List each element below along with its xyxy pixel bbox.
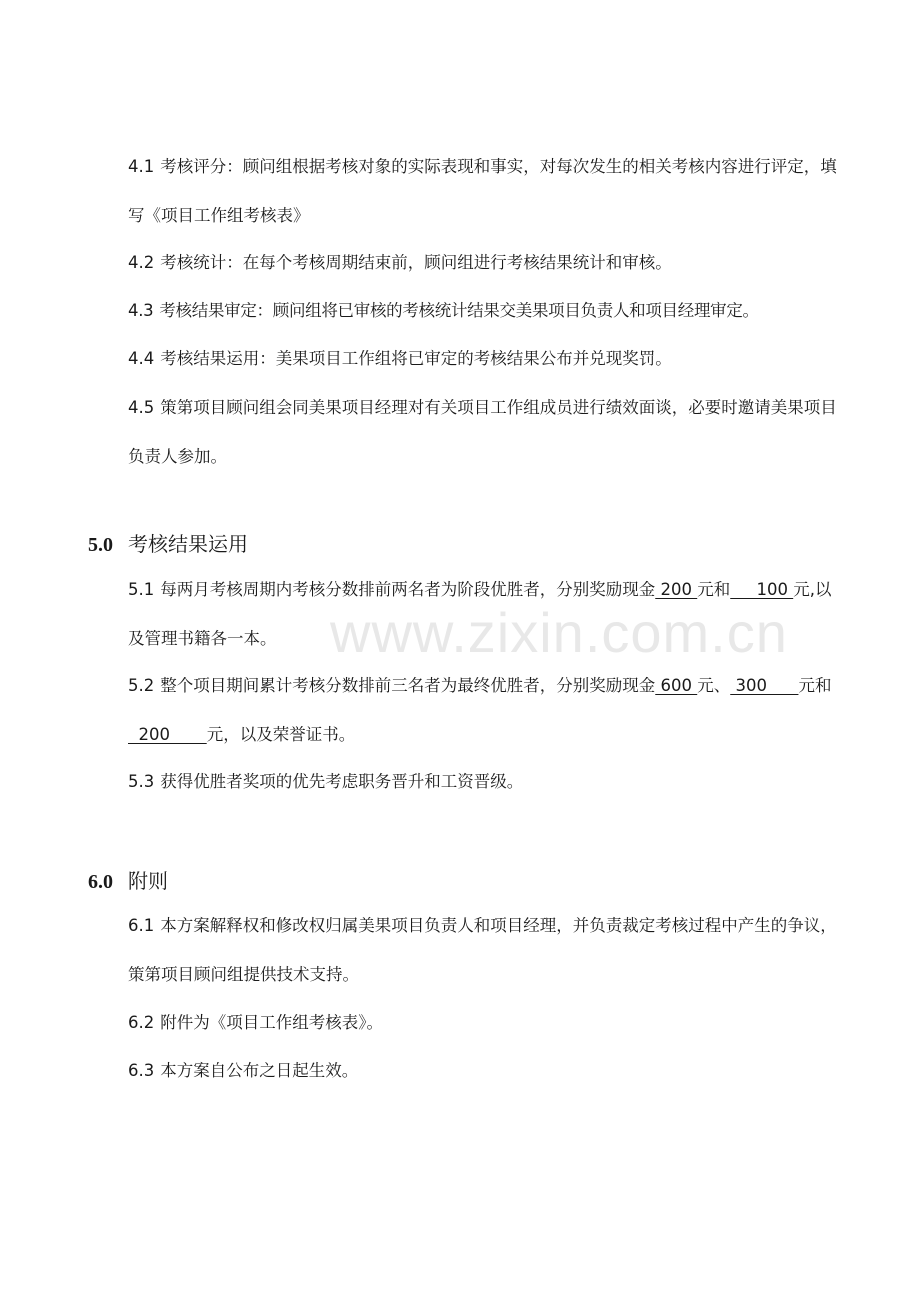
paragraph-5-2 [128,661,838,759]
section-heading-6 [88,866,168,897]
paragraph-text: 考核评分：顾问组根据考核对象的实际表现和事实，对每次发生的相关考核内容进行评定，填写《项目工作组考核表》 [128,157,837,225]
amount-blank: 300 [730,676,799,695]
paragraph-text: 获得优胜者奖项的优先考虑职务晋升和工资晋级。 [160,772,524,791]
paragraph-text: 考核结果运用：美果项目工作组将已审定的考核结果公布并兑现奖罚。 [160,349,672,368]
paragraph-text: 考核统计：在每个考核周期结束前，顾问组进行考核结果统计和审核。 [160,253,672,272]
amount-blank: 200 [128,725,207,744]
paragraph-4-4 [128,334,838,383]
paragraph-number: 5.3 [128,772,155,791]
paragraph-text: 元和 [798,676,832,695]
paragraph-5-1 [128,565,838,663]
paragraph-4-2 [128,238,838,287]
paragraph-number: 6.1 [128,916,155,935]
paragraph-6-2 [128,998,838,1047]
paragraph-4-5 [128,383,838,481]
paragraph-number: 6.2 [128,1013,155,1032]
paragraph-6-1 [128,901,838,999]
watermark: www.zixin.com.cn [330,601,788,664]
paragraph-text: 考核结果审定：顾问组将已审核的考核统计结果交美果项目负责人和项目经理审定。 [159,301,759,320]
amount-blank: 600 [655,676,698,695]
paragraph-text: 每两月考核周期内考核分数排前两名者为阶段优胜者，分别奖励现金 [160,580,656,599]
section-title: 附则 [128,869,168,893]
paragraph-number: 4.3 [128,301,154,320]
paragraph-text: 元和 [697,580,731,599]
paragraph-text: 整个项目期间累计考核分数排前三名者为最终优胜者，分别奖励现金 [160,676,656,695]
paragraph-4-1 [128,142,838,240]
section-title: 考核结果运用 [128,532,248,556]
paragraph-number: 4.4 [128,349,155,368]
section-heading-5 [88,529,248,560]
paragraph-text: 元，以及荣誉证书。 [206,725,356,744]
paragraph-number: 5.1 [128,580,155,599]
paragraph-text: 附件为《项目工作组考核表》。 [160,1013,383,1032]
paragraph-text: 本方案自公布之日起生效。 [160,1061,359,1080]
paragraph-4-3 [128,286,848,335]
amount-blank: 200 [655,580,698,599]
paragraph-number: 4.1 [128,157,155,176]
paragraph-number: 4.5 [128,398,155,417]
paragraph-number: 4.2 [128,253,155,272]
paragraph-text: 元,以及管理书籍各一本。 [128,580,832,648]
paragraph-6-3 [128,1046,838,1095]
paragraph-text: 本方案解释权和修改权归属美果项目负责人和项目经理，并负责裁定考核过程中产生的争议，策第项目顾问组提供技术支持。 [128,916,837,984]
paragraph-text: 元、 [697,676,731,695]
paragraph-text: 策第项目顾问组会同美果项目经理对有关项目工作组成员进行绩效面谈，必要时邀请美果项目负责人参加。 [128,398,837,466]
paragraph-number: 6.3 [128,1061,155,1080]
section-number: 6.0 [88,871,113,893]
paragraph-5-3 [128,757,838,806]
section-number: 5.0 [88,534,113,556]
amount-blank: 100 [730,580,794,599]
paragraph-number: 5.2 [128,676,155,695]
